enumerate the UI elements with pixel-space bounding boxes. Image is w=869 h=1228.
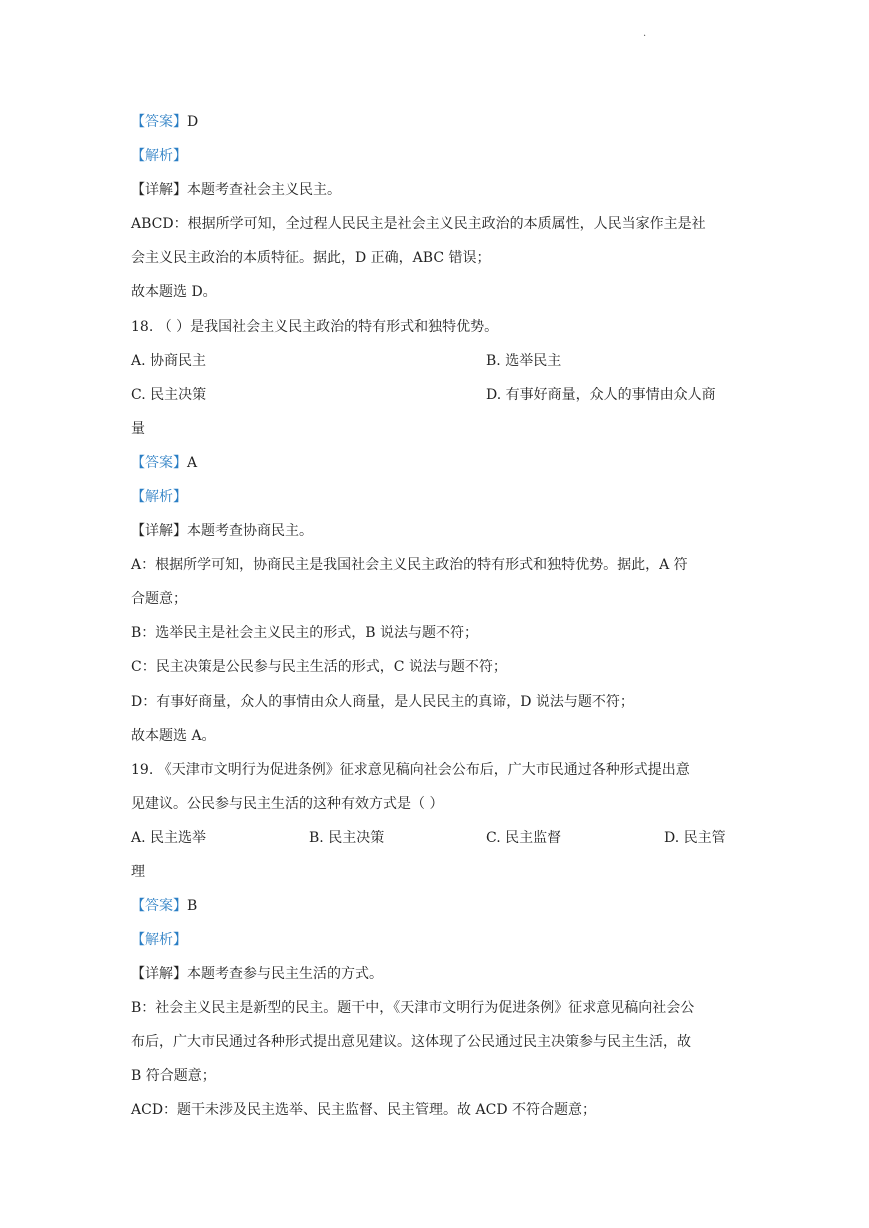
answer-value: D [187, 114, 199, 130]
q17-detail-line [131, 180, 741, 200]
q19-option-wrap: 理 [131, 864, 145, 880]
answer-value: B [187, 898, 198, 914]
q19-option-d: D. 民主管 [664, 830, 726, 846]
detail-tag: 【详解】 [131, 523, 187, 539]
detail-tag: 【详解】 [131, 182, 187, 198]
q18-option-c: C. 民主决策 [131, 387, 207, 403]
q17-conclusion: 故本题选 D。 [131, 284, 217, 300]
q18-option-b: B. 选举民主 [486, 353, 562, 369]
q19-stem-2: 见建议。公民参与民主生活的这种有效方式是（ ） [131, 796, 444, 812]
q19-answer-line [131, 896, 741, 916]
q19-explain-acd: ACD：题干未涉及民主选举、民主监督、民主管理。故 ACD 不符合题意； [131, 1102, 596, 1118]
q19-analysis-tag [131, 930, 741, 950]
header-dot: . [643, 28, 647, 39]
q18-explain-d: D：有事好商量，众人的事情由众人商量，是人民民主的真谛，D 说法与题不符； [131, 694, 634, 710]
q18-answer-line [131, 453, 741, 473]
answer-tag: 【答案】 [131, 114, 187, 130]
q18-option-wrap: 量 [131, 421, 145, 437]
q19-option-c: C. 民主监督 [486, 830, 562, 846]
analysis-tag: 【解析】 [131, 148, 187, 164]
q18-explain-a2: 合题意； [131, 591, 187, 607]
q19-detail-line [131, 964, 741, 984]
detail-tag: 【详解】 [131, 966, 187, 982]
q18-explain-a1: A：根据所学可知，协商民主是我国社会主义民主政治的特有形式和独特优势。据此，A 符 [131, 557, 688, 573]
q18-analysis-tag [131, 487, 741, 507]
answer-tag: 【答案】 [131, 455, 187, 471]
q19-explain-b1: B：社会主义民主是新型的民主。题干中，《天津市文明行为促进条例》征求意见稿向社会公 [131, 1000, 695, 1016]
analysis-tag: 【解析】 [131, 489, 187, 505]
analysis-tag: 【解析】 [131, 932, 187, 948]
q17-explain-1: ABCD：根据所学可知，全过程人民民主是社会主义民主政治的本质属性，人民当家作主是社 [131, 216, 706, 232]
q19-option-a: A. 民主选举 [131, 830, 207, 846]
q18-option-a: A. 协商民主 [131, 353, 207, 369]
detail-text: 本题考查社会主义民主。 [187, 182, 341, 198]
detail-text: 本题考查协商民主。 [187, 523, 313, 539]
q18-explain-b: B：选举民主是社会主义民主的形式，B 说法与题不符； [131, 625, 479, 641]
q18-explain-c: C：民主决策是公民参与民主生活的形式，C 说法与题不符； [131, 659, 507, 675]
q19-explain-b3: B 符合题意； [131, 1068, 216, 1084]
q17-explain-2: 会主义民主政治的本质特征。据此，D 正确，ABC 错误； [131, 250, 491, 266]
answer-value: A [187, 455, 198, 471]
q19-stem-1: 19. 《天津市文明行为促进条例》征求意见稿向社会公布后，广大市民通过各种形式提出意 [131, 762, 690, 778]
q19-explain-b2: 布后，广大市民通过各种形式提出意见建议。这体现了公民通过民主决策参与民主生活，故 [131, 1034, 691, 1050]
q18-detail-line [131, 521, 741, 541]
answer-tag: 【答案】 [131, 898, 187, 914]
q18-conclusion: 故本题选 A。 [131, 728, 216, 744]
q19-option-b: B. 民主决策 [309, 830, 385, 846]
q17-analysis-tag [131, 146, 741, 166]
q18-stem: 18. （ ）是我国社会主义民主政治的特有形式和独特优势。 [131, 319, 499, 335]
q17-answer-line [131, 112, 741, 132]
detail-text: 本题考查参与民主生活的方式。 [187, 966, 383, 982]
q18-option-d: D. 有事好商量，众人的事情由众人商 [486, 387, 716, 403]
